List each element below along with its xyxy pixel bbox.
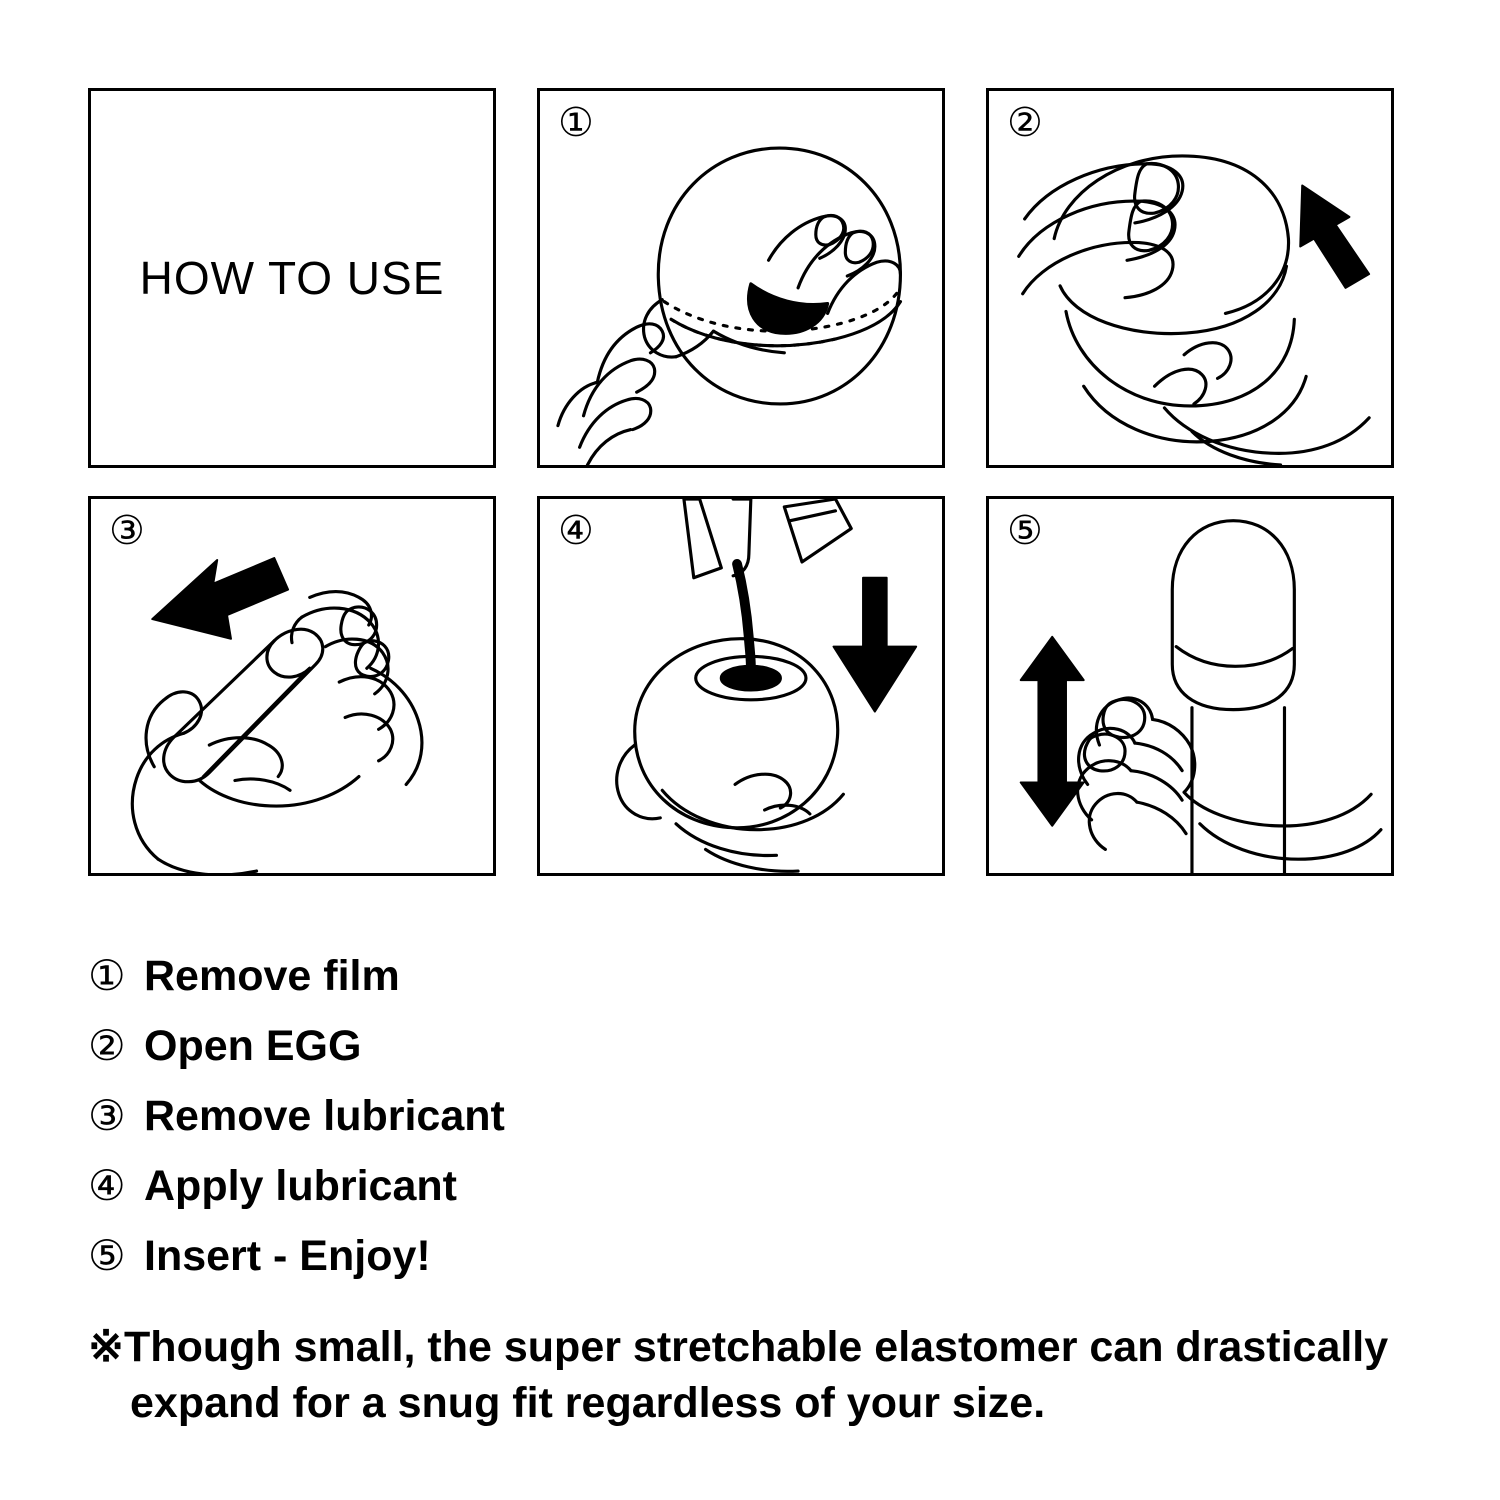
step-marker-4: ④ — [558, 509, 594, 553]
footnote-text-2: expand for a snug fit regardless of your size. — [130, 1378, 1046, 1427]
instruction-text-5: Insert - Enjoy! — [144, 1232, 431, 1280]
page-title: HOW TO USE — [139, 252, 445, 304]
panel-step-4 — [537, 496, 945, 876]
illustration-panel-grid — [88, 88, 1398, 876]
panel-title — [88, 88, 496, 468]
list-item — [88, 1232, 1418, 1280]
step-marker-3: ③ — [109, 509, 145, 553]
open-egg-illustration — [989, 91, 1391, 465]
panel-step-2 — [986, 88, 1394, 468]
apply-lubricant-illustration — [540, 499, 942, 873]
footnote — [88, 1320, 1428, 1432]
panel-step-1 — [537, 88, 945, 468]
list-item — [88, 1022, 1418, 1070]
instruction-text-2: Open EGG — [144, 1022, 362, 1070]
step-marker-5: ⑤ — [1007, 509, 1043, 553]
remove-lubricant-illustration — [91, 499, 493, 873]
instruction-text-3: Remove lubricant — [144, 1092, 505, 1140]
step-marker-1: ① — [558, 101, 594, 145]
instruction-marker-2: ② — [88, 1022, 126, 1069]
instruction-marker-3: ③ — [88, 1092, 126, 1139]
remove-film-illustration — [540, 91, 942, 465]
step-marker-2: ② — [1007, 101, 1043, 145]
insert-enjoy-illustration — [989, 499, 1391, 873]
list-item — [88, 1092, 1418, 1140]
list-item — [88, 952, 1418, 1000]
footnote-marker: ※ — [88, 1323, 125, 1371]
footnote-line-1 — [88, 1320, 1428, 1376]
instruction-text-4: Apply lubricant — [144, 1162, 457, 1210]
instruction-marker-1: ① — [88, 952, 126, 999]
instruction-marker-4: ④ — [88, 1162, 126, 1209]
instruction-list — [88, 952, 1418, 1305]
list-item — [88, 1162, 1418, 1210]
instruction-marker-5: ⑤ — [88, 1232, 126, 1279]
panel-step-5 — [986, 496, 1394, 876]
footnote-text-1: Though small, the super stretchable elastomer can drastically — [124, 1323, 1389, 1371]
panel-step-3 — [88, 496, 496, 876]
instruction-text-1: Remove film — [144, 952, 400, 1000]
